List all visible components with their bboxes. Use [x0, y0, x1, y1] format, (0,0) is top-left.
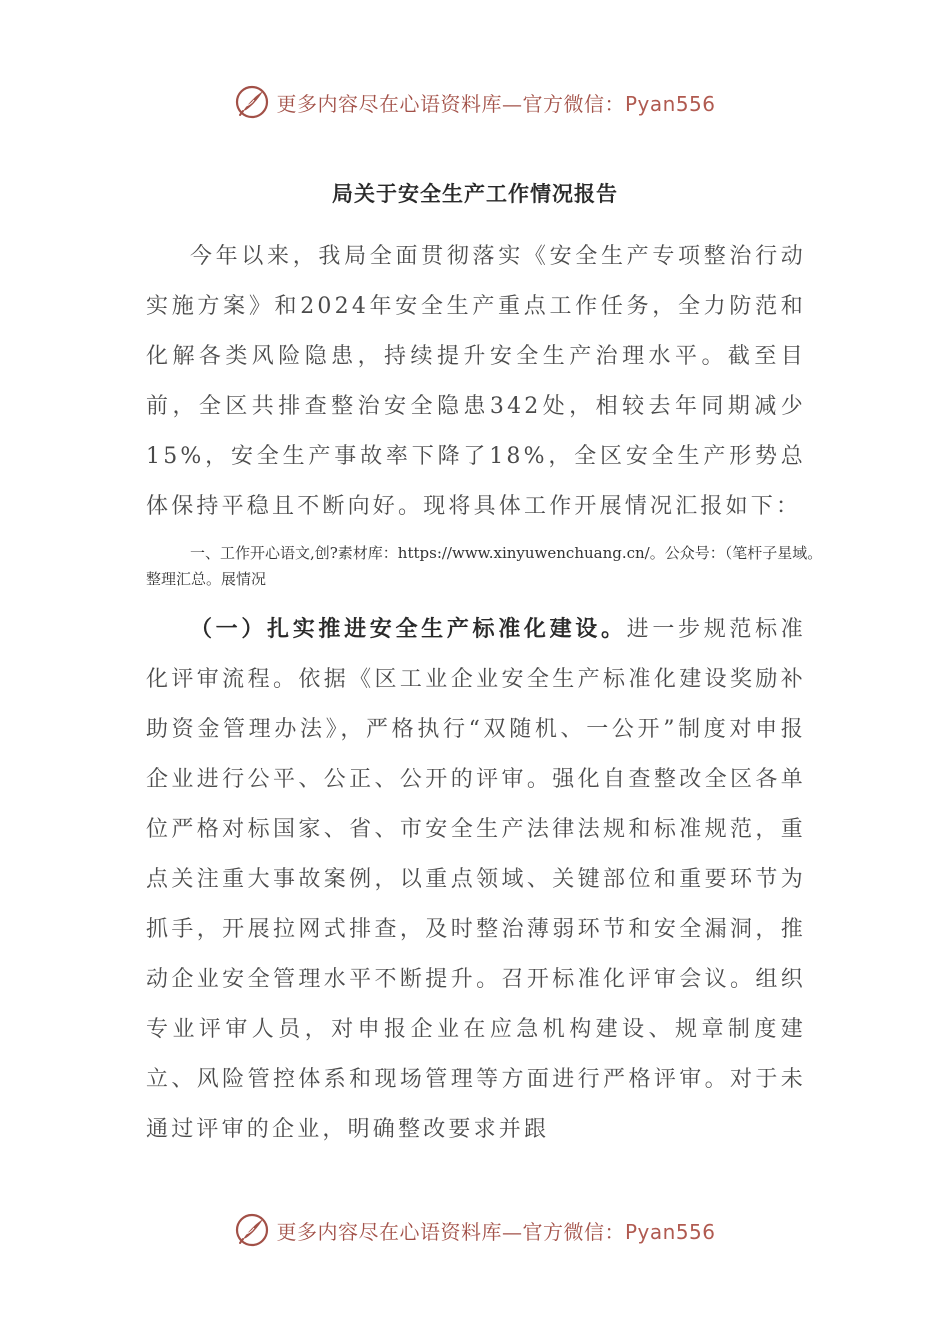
section-one-heading-note: 一、工作开心语文,创?素材库：https://www.xinyuwenchuang.cn/。公众号：（笔杆子星域。整理汇总。展情况 [146, 544, 823, 588]
banner-main-text: 更多内容尽在心语资料库 [276, 1219, 502, 1244]
section-body: 进一步规范标准化评审流程。依据《区工业企业安全生产标准化建设奖励补助资金管理办法》，严格执行“双随机、一公开”制度对申报企业进行公平、公正、公开的评审。强化自查整改全区各单位严格对标国家、省、市安全生产法律法规和标准规范，重点关注重大事故案例，以重点领域、关键部位和重要环节为抓手，开展拉网式排查，及时整治薄弱环节和安全漏洞，推动企业安全管理水平不断提升。召开标准化评审会议。组织专业评审人员，对申报企业在应急机构建设、规章制度建立、风险管控体系和现场管理等方面进行严格评审。对于未通过评审的企业，明确整改要求并跟 [146, 617, 806, 1142]
intro-paragraph: 今年以来，我局全面贯彻落实《安全生产专项整治行动实施方案》和2024年安全生产重点工作任务，全力防范和化解各类风险隐患，持续提升安全生产治理水平。截至目前，全区共排查整治安全隐患342处，相较去年同期减少15%，安全生产事故率下降了18%，全区安全生产形势总体保持平稳且不断向好。现将具体工作开展情况汇报如下： [146, 244, 806, 519]
document-title: 局关于安全生产工作情况报告 [332, 181, 618, 206]
quill-pen-logo-icon [234, 84, 270, 120]
banner-wechat-id: Pyan556 [624, 91, 716, 116]
section-heading: （一）扎实推进安全生产标准化建设。 [190, 616, 627, 642]
banner-wechat-id: Pyan556 [624, 1219, 716, 1244]
banner-official-text: 官方微信： [522, 1219, 625, 1244]
quill-pen-logo-icon [234, 1212, 270, 1248]
footer-banner-text [276, 1216, 715, 1245]
banner-dash: — [501, 91, 523, 116]
section-paragraph [146, 604, 806, 1155]
header-banner [0, 80, 950, 124]
footer-banner [0, 1208, 950, 1252]
banner-main-text: 更多内容尽在心语资料库 [276, 91, 502, 116]
header-banner-text [276, 88, 715, 117]
banner-dash: — [501, 1219, 523, 1244]
banner-official-text: 官方微信： [522, 91, 625, 116]
